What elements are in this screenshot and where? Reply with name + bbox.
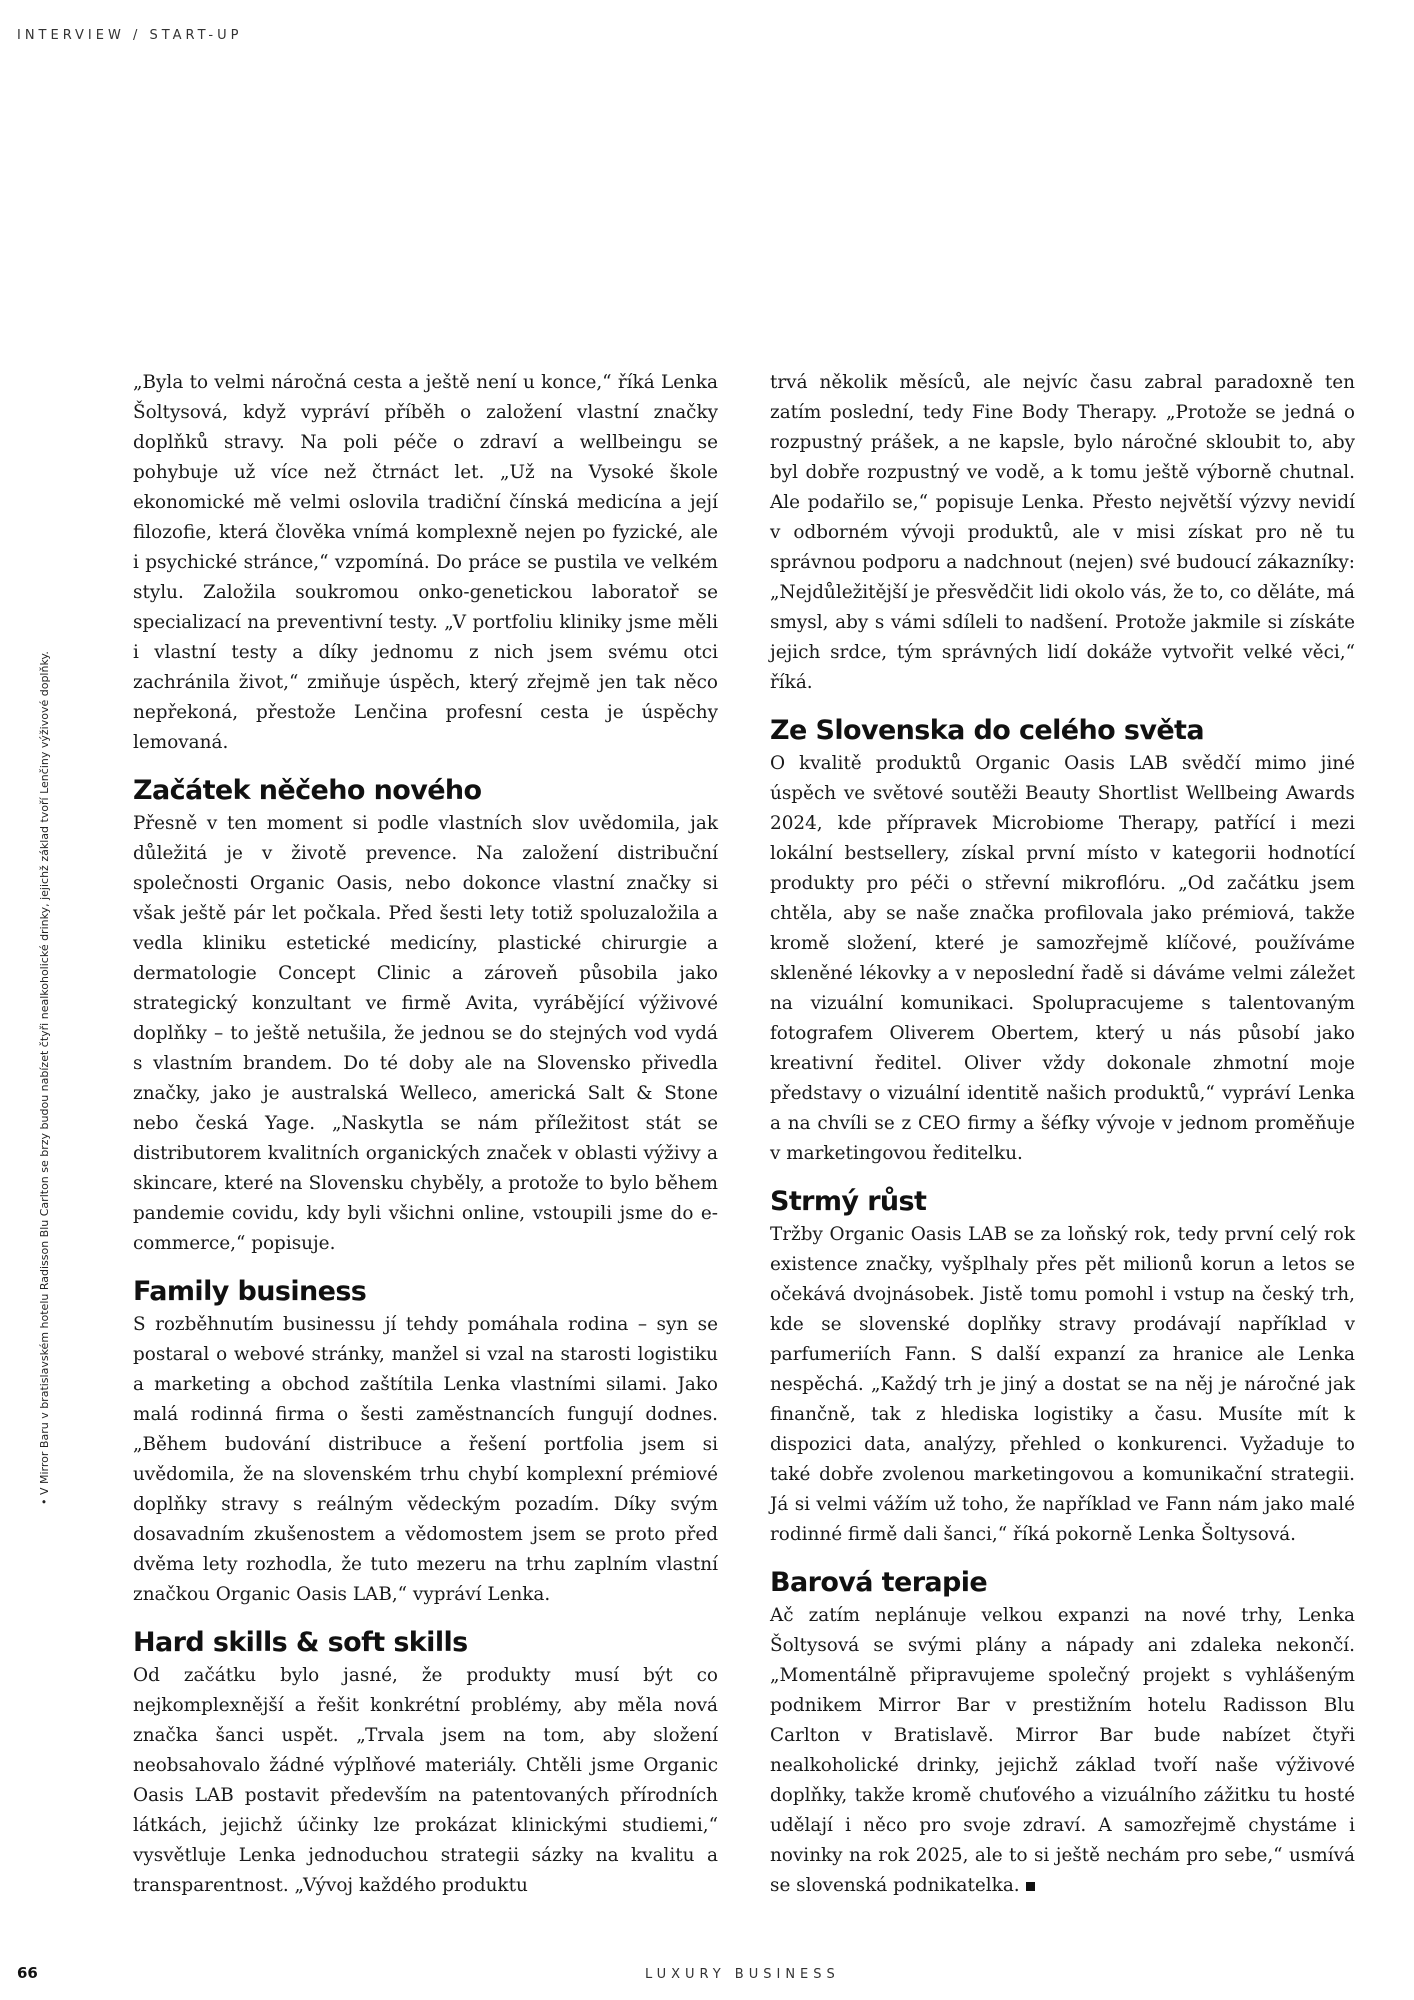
article-column-left <box>133 368 718 1916</box>
section-paragraph-final <box>770 1601 1355 1901</box>
magazine-title: LUXURY BUSINESS <box>645 1967 840 1982</box>
page-number: 66 <box>17 1964 38 1982</box>
section-paragraph: Od začátku bylo jasné, že produkty musí být co nejkomplexnější a řešit konkrétní problémy, aby měla nová značka šanci uspět. „Trvala jsem na tom, aby složení neobsahovalo žádné výplňové materiály. Chtěli jsme Organic Oasis LAB postavit především na patentovaných přírodních látkách, jejichž účinky lze prokázat klinickými studiemi,“ vysvětluje Lenka jednoduchou strategii sázky na kvalitu a transparentnost. „Vývoj každého produktu <box>133 1665 718 1896</box>
section-paragraph: S rozběhnutím businessu jí tehdy pomáhala rodina – syn se postaral o webové stránky, manžel si vzal na starosti logistiku a marketing a obchod zaštítila Lenka vlastními silami. Jako malá rodinná firma o šesti zaměstnancích fungují dodnes. „Během budování distribuce a řešení portfolia jsem si uvědomila, že na slovenském trhu chybí komplexní prémiové doplňky stravy s reálným vědeckým pozadím. Díky svým dosavadním zkušenostem a vědomostem jsem se proto před dvěma lety rozhodla, že tuto mezeru na trhu zaplním vlastní značkou Organic Oasis LAB,“ vypráví Lenka. <box>133 1314 718 1605</box>
section-paragraph: Tržby Organic Oasis LAB se za loňský rok, tedy první celý rok existence značky, vyšplhaly přes pět milionů korun a letos se očekává dvojnásobek. Jistě tomu pomohl i vstup na český trh, kde se slovenské doplňky stravy prodávají například v parfumeriích Fann. S další expanzí za hranice ale Lenka nespěchá. „Každý trh je jiný a dostat se na něj je náročné jak finančně, tak z hlediska logistiky a času. Musíte mít k dispozici data, analýzy, přehled o konkurenci. Vyžaduje to také dobře zvolenou marketingovou a komunikační strategii. Já si velmi vážím už toho, že například ve Fann nám jako malé rodinné firmě dali šanci,“ říká pokorně Lenka Šoltysová. <box>770 1224 1355 1545</box>
final-paragraph-text: Ač zatím neplánuje velkou expanzi na nové trhy, Lenka Šoltysová se svými plány a nápady ani zdaleka nekončí. „Momentálně připravujeme společný projekt s vyhlášeným podnikem Mirror Bar v prestižním hotelu Radisson Blu Carlton v Bratislavě. Mirror Bar bude nabízet čtyři nealkoholické drinky, jejichž základ tvoří naše výživové doplňky, takže kromě chuťového a vizuálního zážitku tu hosté udělají i něco pro svoje zdraví. A samozřejmě chystáme i novinky na rok 2025, ale to si ještě nechám pro sebe,“ usmívá se slovenská podnikatelka. <box>770 1605 1355 1896</box>
article-continuation: trvá několik měsíců, ale nejvíc času zabral paradoxně ten zatím poslední, tedy Fine Body Therapy. „Protože se jedná o rozpustný prášek, a ne kapsle, bylo náročné skloubit to, aby byl dobře rozpustný ve vodě, a k tomu ještě výborně chutnal. Ale podařilo se,“ popisuje Lenka. Přesto největší výzvy nevidí v odborném vývoji produktů, ale v misi získat pro ně tu správnou podporu a nadchnout (nejen) své budoucí zákazníky: „Nejdůležitější je přesvědčit lidi okolo vás, že to, co děláte, má smysl, aby s vámi sdíleli to nadšení. Protože jakmile si získáte jejich srdce, tým správných lidí dokáže vytvořit velké věci,“ říká. <box>770 372 1355 693</box>
article-intro: „Byla to velmi náročná cesta a ještě není u konce,“ říká Lenka Šoltysová, když vypráví příběh o založení vlastní značky doplňků stravy. Na poli péče o zdraví a wellbeingu se pohybuje už více než čtrnáct let. „Už na Vysoké škole ekonomické mě velmi oslovila tradiční čínská medicína a její filozofie, která člověka vnímá komplexně nejen po fyzické, ale i psychické stránce,“ vzpomíná. Do práce se pustila ve velkém stylu. Založila soukromou onko-genetickou laboratoř se specializací na preventivní testy. „V portfoliu kliniky jsme měli i vlastní testy a díky jednomu z nich jsem svému otci zachránila život,“ zmiňuje úspěch, který zřejmě jen tak něco nepřekoná, přestože Lenčina profesní cesta je úspěchy lemovaná. <box>133 372 718 753</box>
section-heading: Hard skills & soft skills <box>133 1627 468 1658</box>
section-heading: Barová terapie <box>770 1567 988 1598</box>
section-heading: Strmý růst <box>770 1186 927 1217</box>
photo-caption: • V Mirror Baru v bratislavském hotelu Radisson Blu Carlton se brzy budou nabízet čtyři nealkoholické drinky, jejichž základ tvoří Lenčiny výživové doplňky. <box>38 651 51 1505</box>
section-heading: Ze Slovenska do celého světa <box>770 715 1204 746</box>
section-heading: Family business <box>133 1276 367 1307</box>
section-paragraph: O kvalitě produktů Organic Oasis LAB svědčí mimo jiné úspěch ve světové soutěži Beauty Shortlist Wellbeing Awards 2024, kde přípravek Microbiome Therapy, patřící i mezi lokální bestsellery, získal první místo v kategorii hodnotící produkty pro péči o střevní mikroflóru. „Od začátku jsem chtěla, aby se naše značka profilovala jako prémiová, takže kromě složení, které je samozřejmě klíčové, používáme skleněné lékovky a v neposlední řadě si dáváme velmi záležet na vizuální komunikaci. Spolupracujeme s talentovaným fotografem Oliverem Obertem, který u nás působí jako kreativní ředitel. Oliver vždy dokonale zhmotní moje představy o vizuální identitě našich produktů,“ vypráví Lenka a na chvíli se z CEO firmy a šéfky vývoje v jednom proměňuje v marketingovou ředitelku. <box>770 753 1355 1164</box>
section-label: INTERVIEW / START-UP <box>17 28 243 43</box>
article-column-right <box>770 368 1355 1916</box>
section-heading: Začátek něčeho nového <box>133 775 482 806</box>
section-paragraph: Přesně v ten moment si podle vlastních slov uvědomila, jak důležitá je v životě prevence. Na založení distribuční společnosti Organic Oasis, nebo dokonce vlastní značky si však ještě pár let počkala. Před šesti lety totiž spoluzaložila a vedla kliniku estetické medicíny, plastické chirurgie a dermatologie Concept Clinic a zároveň působila jako strategický konzultant ve firmě Avita, vyrábějící výživové doplňky – to ještě netušila, že jednou se do stejných vod vydá s vlastním brandem. Do té doby ale na Slovensko přivedla značky, jako je australská Welleco, americká Salt & Stone nebo česká Yage. „Naskytla se nám příležitost stát se distributorem kvalitních organických značek v oblasti výživy a skincare, které na Slovensku chyběly, a protože to bylo během pandemie covidu, kdy byli všichni online, vstoupili jsme do e-commerce,“ popisuje. <box>133 813 718 1254</box>
end-of-article-mark <box>1026 1882 1035 1891</box>
